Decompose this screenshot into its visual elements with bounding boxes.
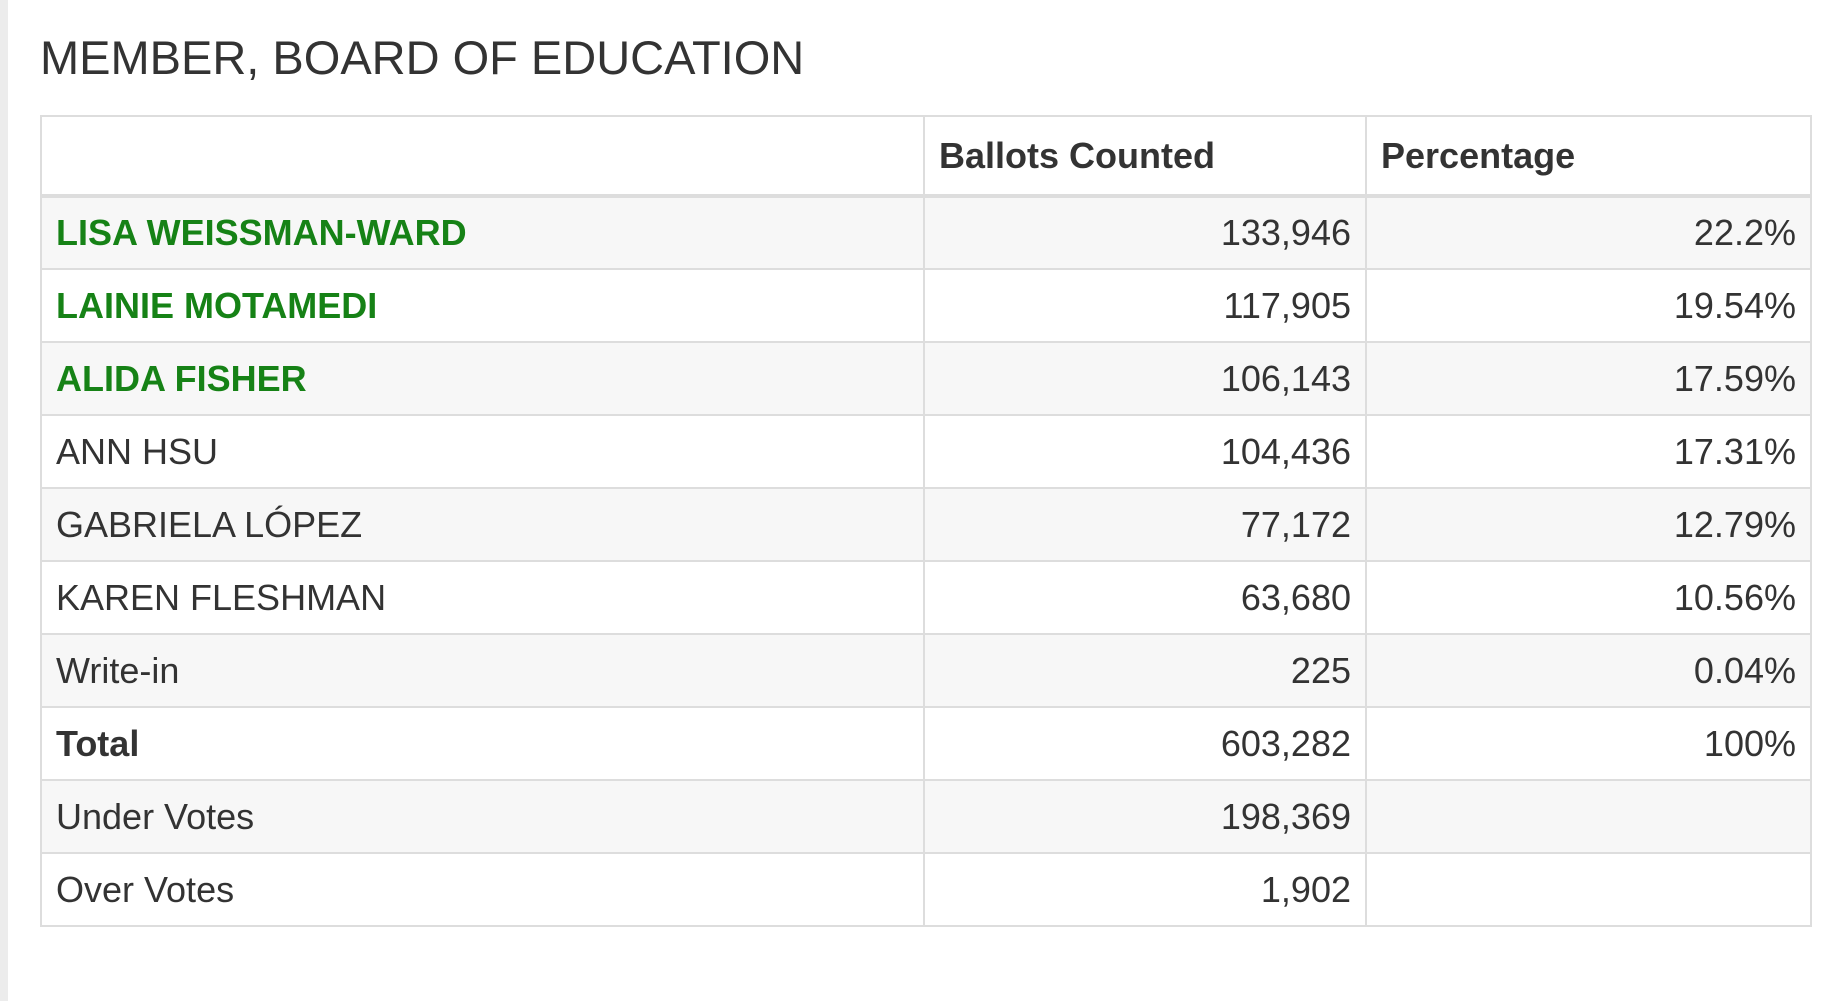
percentage: 12.79% [1366,488,1811,561]
header-percentage: Percentage [1366,116,1811,196]
candidate-name: ALIDA FISHER [41,342,924,415]
contest-title: MEMBER, BOARD OF EDUCATION [40,31,805,84]
percentage: 19.54% [1366,269,1811,342]
left-rail [0,0,8,1001]
ballots-counted: 133,946 [924,196,1366,269]
results-page [40,0,1810,910]
candidate-name: Write-in [41,634,924,707]
percentage: 17.59% [1366,342,1811,415]
under-votes-row [41,780,1811,853]
results-table [40,115,1812,927]
candidate-name: LISA WEISSMAN-WARD [41,196,924,269]
table-row [41,634,1811,707]
under-votes-percentage [1366,780,1811,853]
total-percentage: 100% [1366,707,1811,780]
ballots-counted: 77,172 [924,488,1366,561]
ballots-counted: 117,905 [924,269,1366,342]
under-votes-label: Under Votes [41,780,924,853]
candidate-name: LAINIE MOTAMEDI [41,269,924,342]
table-row [41,561,1811,634]
ballots-counted: 104,436 [924,415,1366,488]
table-row [41,196,1811,269]
candidate-name: KAREN FLESHMAN [41,561,924,634]
total-row [41,707,1811,780]
header-ballots-counted: Ballots Counted [924,116,1366,196]
candidate-name: GABRIELA LÓPEZ [41,488,924,561]
percentage: 0.04% [1366,634,1811,707]
ballots-counted: 106,143 [924,342,1366,415]
percentage: 22.2% [1366,196,1811,269]
header-row [41,116,1811,196]
table-row [41,415,1811,488]
ballots-counted: 63,680 [924,561,1366,634]
under-votes-ballots: 198,369 [924,780,1366,853]
over-votes-label: Over Votes [41,853,924,926]
total-ballots: 603,282 [924,707,1366,780]
table-row [41,488,1811,561]
over-votes-row [41,853,1811,926]
ballots-counted: 225 [924,634,1366,707]
table-row [41,269,1811,342]
header-candidate [41,116,924,196]
candidate-name: ANN HSU [41,415,924,488]
total-label: Total [41,707,924,780]
over-votes-percentage [1366,853,1811,926]
table-row [41,342,1811,415]
percentage: 17.31% [1366,415,1811,488]
over-votes-ballots: 1,902 [924,853,1366,926]
percentage: 10.56% [1366,561,1811,634]
